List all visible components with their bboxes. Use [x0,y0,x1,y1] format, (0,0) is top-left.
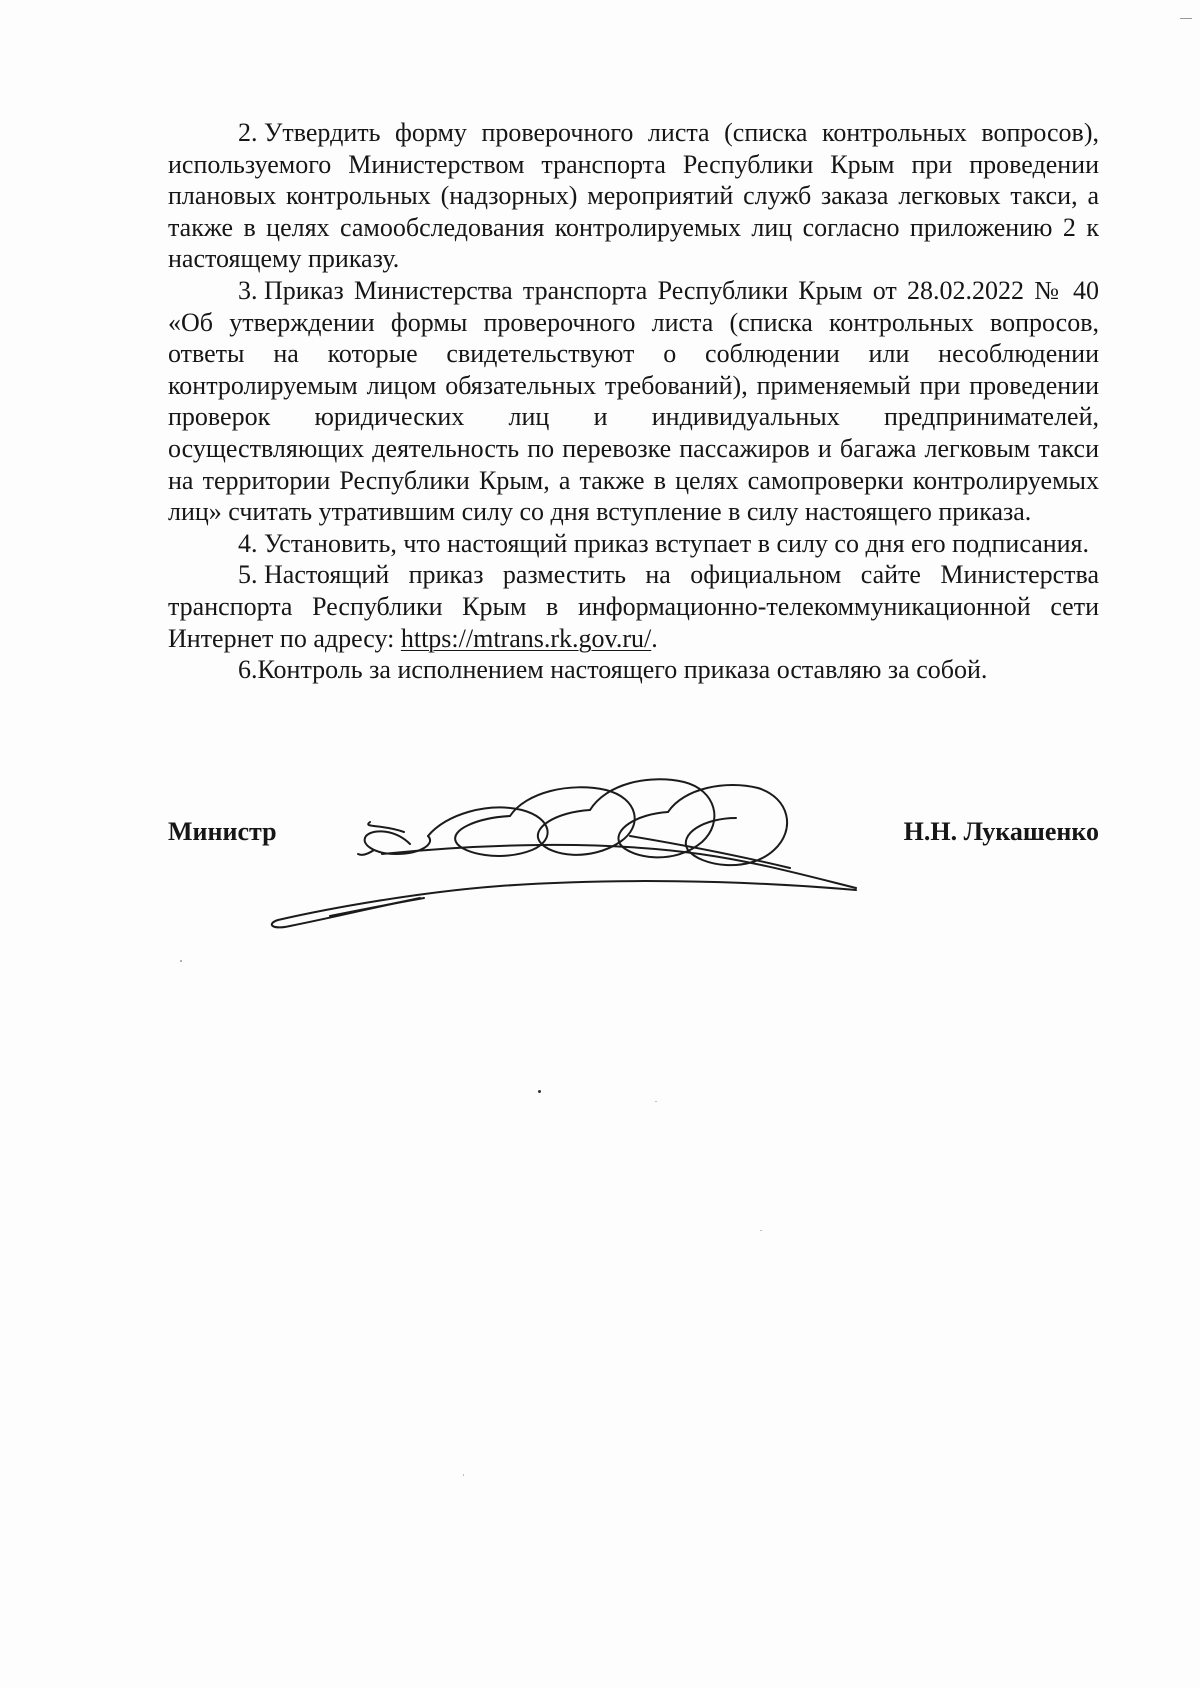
paragraph-number: 3. [238,275,258,305]
scan-speck [463,1474,464,1476]
scan-speck [655,1101,657,1102]
handwritten-signature-icon [270,770,870,940]
scan-speck [180,960,182,962]
ministry-website-link[interactable]: https://mtrans.rk.gov.ru/ [400,623,652,653]
paragraph-text: Приказ Министерства транспорта Республики Крым от 28.02.2022 № 40 «Об утверждении формы проверочного листа (списка контрольных вопросов, ответы на которые свидетельствуют о соблюдении или несоблюдении контролируемым лицом обязательных требований), применяемый при проведении проверок юридических лиц и индивидуальных предпринимателей, осуществляющих деятельность по перевозке пассажиров и багажа легковым такси на территории Республики Крым, а также в целях самопроверки контролируемых лиц» считать утратившим силу со дня вступление в силу настоящего приказа. [168,275,1099,527]
paragraph-text: Настоящий приказ разместить на официальном сайте Министерства транспорта Республики Крым в информационно-телекоммуникационной сети Интернет по адресу: [168,560,1099,653]
paragraph-text: Утвердить форму проверочного листа (списка контрольных вопросов), используемого Министерством транспорта Республики Крым при проведении плановых контрольных (надзорных) мероприятий служб заказа легковых такси, а также в целях самообследования контролируемых лиц согласно приложению 2 к настоящему приказу. [168,118,1099,274]
paragraph-text-end: . [651,623,658,653]
document-body [168,117,1099,686]
paragraph-3 [168,275,1099,528]
paragraph-number: 5. [238,560,258,590]
signatory-name: Н.Н. Лукашенко [903,817,1099,846]
paragraph-text: Контроль за исполнением настоящего приказа оставляю за собой. [257,655,988,685]
scan-speck [760,1230,762,1231]
paragraph-number: 6. [238,655,258,685]
paragraph-6 [168,654,1099,686]
paragraph-5 [168,559,1099,654]
paragraph-text: Установить, что настоящий приказ вступает в силу со дня его подписания. [264,528,1090,558]
paragraph-number: 2. [238,118,258,147]
signatory-title: Министр [168,817,277,846]
paragraph-number: 4. [238,528,258,558]
scan-edge-mark [1180,18,1192,19]
scan-speck [538,1090,541,1093]
paragraph-4 [168,528,1099,560]
paragraph-2 [168,117,1099,275]
